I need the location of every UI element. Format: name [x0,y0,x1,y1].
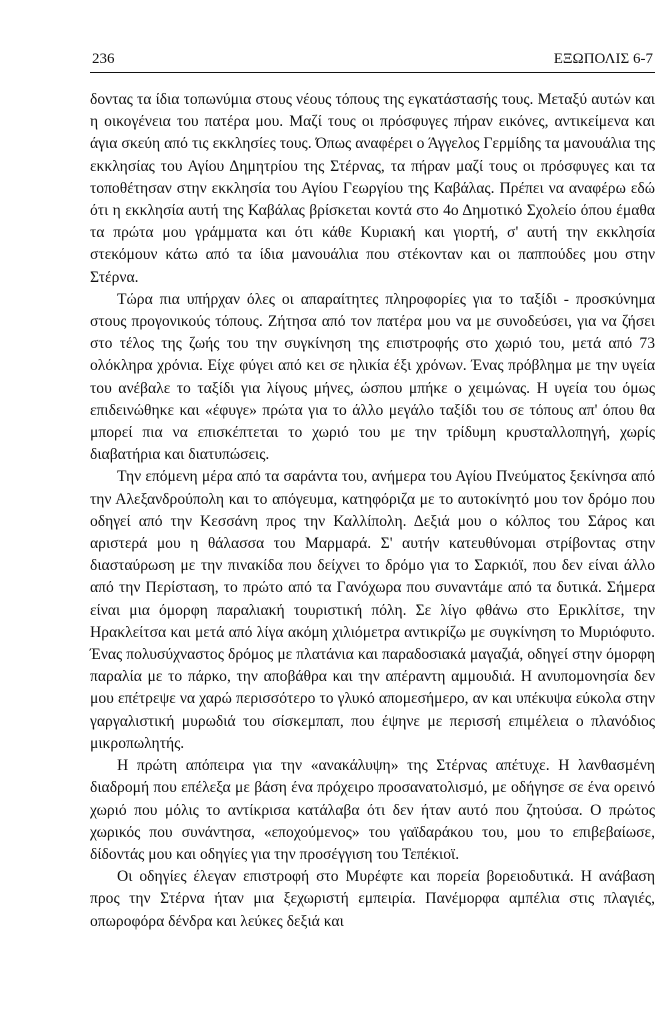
paragraph-4: Η πρώτη απόπειρα για την «ανακάλυψη» της Στέρνας απέτυχε. Η λανθασμένη διαδρομή που επέλεξα με βάση ένα πρόχειρο προσανατολισμό, με οδήγησε σε ένα ορεινό χωριό που μόλις το αντίκρισα κατάλαβα ότι δεν ήταν αυτό που ζητούσα. Ο πρώτος χωρικός που συνάντησα, «εποχούμενος» του γαϊδαράκου του, μου το επιβεβαίωσε, δίδοντάς μου και οδηγίες για την προσέγγιση του Τεπέκιοϊ. [90,757,655,863]
book-page [90,50,655,933]
page-number: 236 [92,51,115,67]
body-text [90,89,655,933]
paragraph-5: Οι οδηγίες έλεγαν επιστροφή στο Μυρέφτε και πορεία βορειοδυτικά. Η ανάβαση προς την Στέρνα ήταν μια ξεχωριστή εμπειρία. Πανέμορφα αμπέλια στις πλαγιές, οπωροφόρα δένδρα και λεύκες δεξιά και [90,868,655,930]
paragraph-3: Την επόμενη μέρα από τα σαράντα του, ανήμερα του Αγίου Πνεύματος ξεκίνησα από την Αλεξανδρούπολη και το απόγευμα, κατηφόριζα με το αυτοκίνητό μου τον δρόμο που οδηγεί από την Κεσσάνη προς την Καλλίπολη. Δεξιά μου ο κόλπος του Σάρος και αριστερά μου η θάλασσα του Μαρμαρά. Σ' αυτήν κατευθύνομαι στρίβοντας στην διασταύρωση με την πινακίδα που δείχνει το δρόμο για το Σαρκιόϊ, που δεν είναι άλλο από την Περίσταση, το πρώτο από τα Γανόχωρα που συναντάμε από τα δυτικά. Σήμερα είναι μια όμορφη παραλιακή τουριστική πόλη. Σε λίγο φθάνω στο Ερικλίτσε, την Ηρακλείτσα και μετά από λίγα ακόμη χιλιόμετρα αντικρίζω με συγκίνηση το Μυριόφυτο. Ένας πολυσύχναστος δρόμος με πλατάνια και παραδοσιακά μαγαζιά, οδηγεί στην όμορφη παραλία με το πάρκο, την αποβάθρα και την απέραντη αμμουδιά. Η ανυπομονησία δεν μου επέτρεψε να χαρώ περισσότερο το γλυκό απομεσήμερο, αν και υπέκυψα εύκολα στην γαργαλιστική μυρωδιά του σίσκεμπαπ, που έψηνε με περισσή επιμέλεια ο πλανόδιος μικροπωλητής. [90,468,655,752]
paragraph-1: δοντας τα ίδια τοπωνύμια στους νέους τόπους της εγκατάστασής τους. Μεταξύ αυτών και η οικογένεια του πατέρα μου. Μαζί τους οι πρόσφυγες πήραν εικόνες, αντικείμενα και άγια σκεύη από τις εκκλησίες τους. Όπως αναφέρει ο Άγγελος Γερμίδης τα μανουάλια της εκκλησίας του Αγίου Δημητρίου της Στέρνας, τα πήραν μαζί τους οι πρόσφυγες και τα τοποθέτησαν στην εκκλησία του Αγίου Γεωργίου της Καβάλας. Πρέπει να αναφέρω εδώ ότι η εκκλησία αυτή της Καβάλας βρίσκεται κοντά στο 4ο Δημοτικό Σχολείο όπου έμαθα τα πρώτα μου γράμματα και ότι κάθε Κυριακή και γιορτή, σ' αυτή την εκκλησία στεκόμουν κάτω από τα ίδια μανουάλια που στέκονταν και οι παππούδες μου στην Στέρνα. [90,91,655,286]
running-title: ΕΞΩΠΟΛΙΣ 6-7 [553,51,653,67]
paragraph-2: Τώρα πια υπήρχαν όλες οι απαραίτητες πληροφορίες για το ταξίδι - προσκύνημα στους προγονικούς τόπους. Ζήτησα από τον πατέρα μου να με συνοδεύσει, για να ζήσει στο τέλος της ζωής του την συγκίνηση της επιστροφής στο χωριό του, μετά από 73 ολόκληρα χρόνια. Είχε φύγει από κει σε ηλικία έξι χρόνων. Ένας πρόβλημα με την υγεία του ανέβαλε το ταξίδι για λίγους μήνες, ώσπου μπήκε ο χειμώνας. Η υγεία του όμως επιδεινώθηκε και «έφυγε» πρώτα για το άλλο μεγάλο ταξίδι του σε τόπους απ' όπου θα μπορεί πια να επισκέπτεται το χωριό του με την τρίδυμη κρυσταλλοπηγή, χωρίς διαβατήρια και διατυπώσεις. [90,290,655,464]
running-header [90,50,655,73]
